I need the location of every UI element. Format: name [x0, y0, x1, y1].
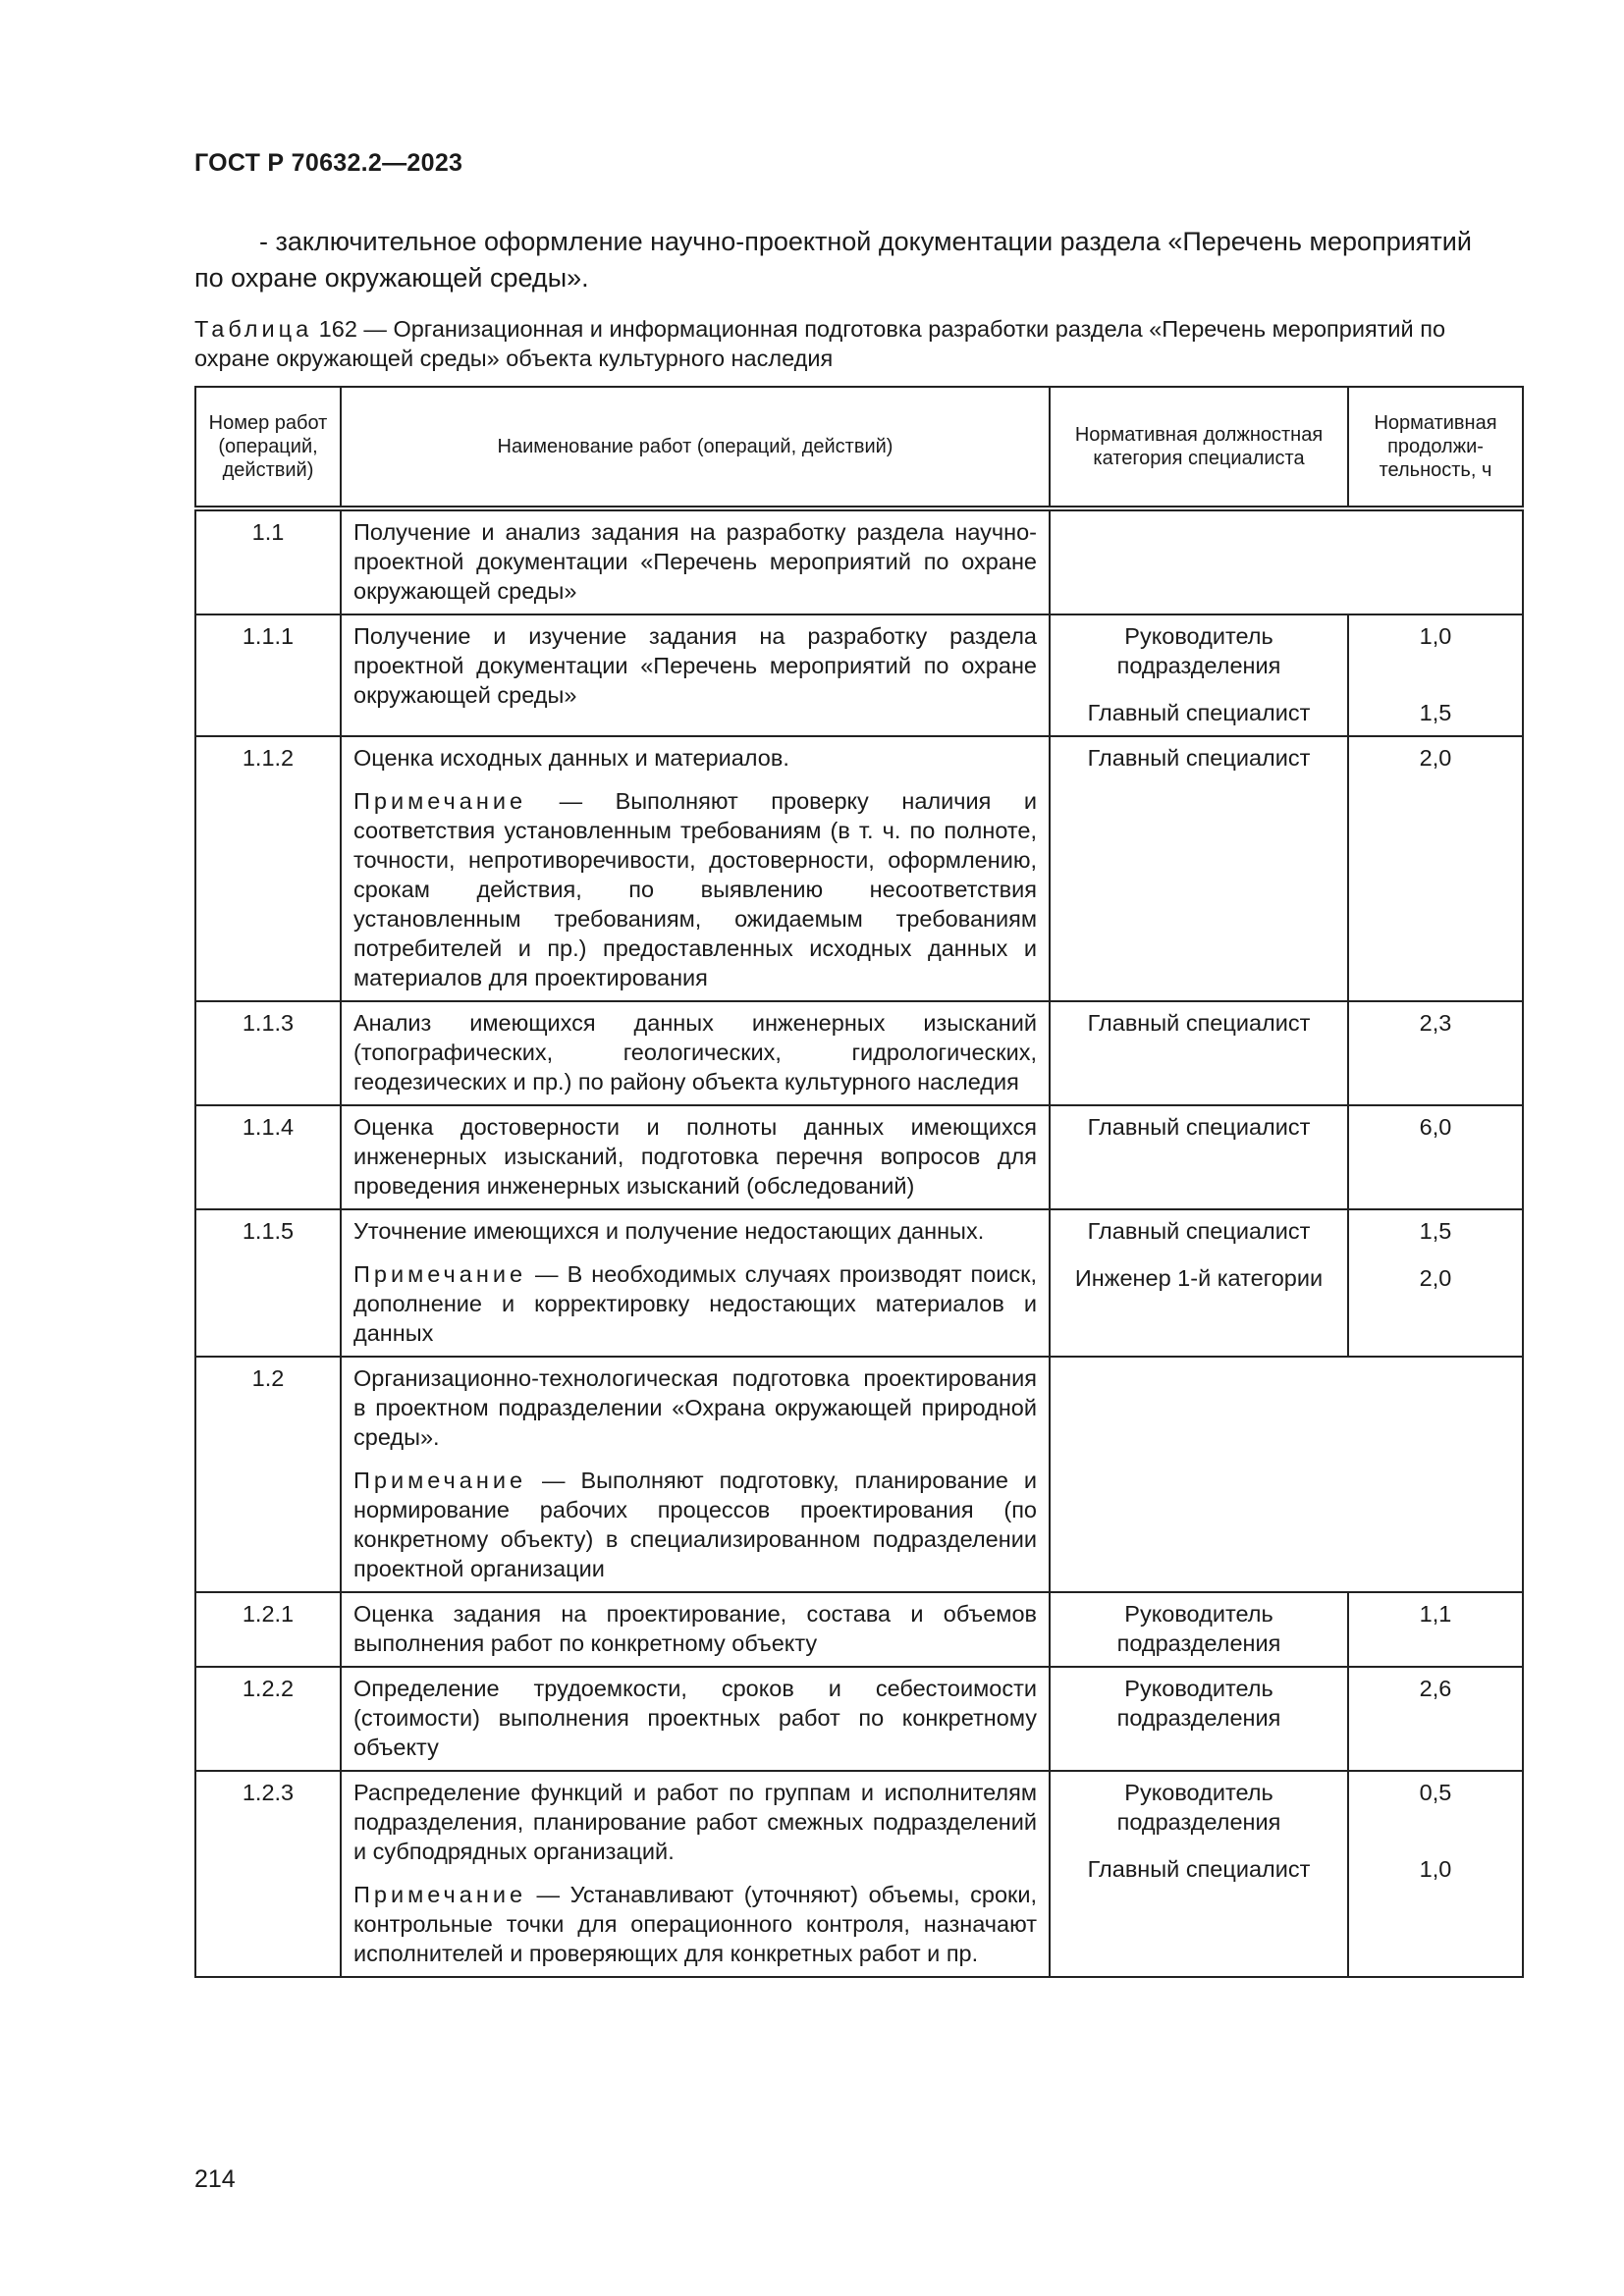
- table-row: [195, 1209, 1523, 1357]
- table-row: [195, 1001, 1523, 1105]
- table-row: [195, 614, 1523, 736]
- row-duration: [1348, 1771, 1523, 1977]
- note-text: — Выполняют проверку наличия и соответствия установленным требованиям (в т. ч. по полноте, точности, непротиворечивости, достоверности, оформлению, срокам действия, по выявлению несоответствия установленным требованиям, ожидаемым требованиям потребителей и пр.) предоставленных исходных данных и материалов для проектирования: [353, 788, 1037, 990]
- duration-value: 1,0: [1419, 623, 1452, 649]
- table-row: [195, 1357, 1523, 1592]
- row-category: [1050, 1209, 1348, 1357]
- row-empty-cell: [1050, 508, 1523, 614]
- table-row: [195, 1667, 1523, 1771]
- category-value: Главный специалист: [1087, 700, 1311, 725]
- row-name-text: Распределение функций и работ по группам и исполнителям подразделения, планирование работ смежных подразделений и субподрядных организаций.: [353, 1780, 1037, 1864]
- table-row: [195, 1105, 1523, 1209]
- row-num: 1.1.3: [195, 1001, 341, 1105]
- category-value: Руководитель подразделения: [1116, 623, 1281, 678]
- row-name: Анализ имеющихся данных инженерных изысканий (топографических, геологических, гидрологических, геодезических и пр.) по району объекта культурного наследия: [341, 1001, 1050, 1105]
- header-num: Номер работ (операций, действий): [195, 387, 341, 508]
- table-row: [195, 1592, 1523, 1667]
- row-name: Оценка задания на проектирование, состава и объемов выполнения работ по конкретному объекту: [341, 1592, 1050, 1667]
- note-label: Примечание: [353, 788, 527, 814]
- intro-line-2: по охране окружающей среды».: [194, 263, 589, 293]
- header-duration: Нормативная продолжи-тельность, ч: [1348, 387, 1523, 508]
- row-duration: 6,0: [1348, 1105, 1523, 1209]
- table-row: [195, 1771, 1523, 1977]
- table-caption-prefix: Таблица: [194, 316, 313, 342]
- row-name: [341, 1771, 1050, 1977]
- row-name: [341, 736, 1050, 1001]
- row-duration: 2,0: [1348, 736, 1523, 1001]
- row-num: 1.2: [195, 1357, 341, 1592]
- row-category: [1050, 614, 1348, 736]
- row-category: Руководитель подразделения: [1050, 1667, 1348, 1771]
- row-num: 1.1.4: [195, 1105, 341, 1209]
- row-note: [353, 786, 1037, 992]
- table-header-row: [195, 387, 1523, 508]
- row-category: Главный специалист: [1050, 1105, 1348, 1209]
- row-name: [341, 1209, 1050, 1357]
- row-name-text: Уточнение имеющихся и получение недостающих данных.: [353, 1218, 985, 1244]
- row-note: [353, 1880, 1037, 1968]
- note-label: Примечание: [353, 1882, 527, 1907]
- row-num: 1.1: [195, 508, 341, 614]
- row-name: Определение трудоемкости, сроков и себестоимости (стоимости) выполнения проектных работ по конкретному объекту: [341, 1667, 1050, 1771]
- row-duration: [1348, 1209, 1523, 1357]
- header-category: Нормативная должностная категория специалиста: [1050, 387, 1348, 508]
- norms-table: [194, 386, 1524, 1978]
- row-name: Оценка достоверности и полноты данных имеющихся инженерных изысканий, подготовка перечня вопросов для проведения инженерных изысканий (обследований): [341, 1105, 1050, 1209]
- row-duration: 2,6: [1348, 1667, 1523, 1771]
- intro-paragraph: [194, 224, 1510, 296]
- row-num: 1.1.5: [195, 1209, 341, 1357]
- category-value: Руководитель подразделения: [1116, 1780, 1281, 1835]
- document-header: ГОСТ Р 70632.2—2023: [194, 149, 463, 177]
- duration-value: 1,5: [1419, 1218, 1452, 1244]
- row-name: Получение и анализ задания на разработку раздела научно-проектной документации «Перечень мероприятий по охране окружающей среды»: [341, 508, 1050, 614]
- row-category: Главный специалист: [1050, 736, 1348, 1001]
- note-text: — В необходимых случаях производят поиск, дополнение и корректировку недостающих материалов и данных: [353, 1261, 1037, 1346]
- category-value: Инженер 1-й категории: [1074, 1265, 1324, 1291]
- row-name: Получение и изучение задания на разработку раздела проектной документации «Перечень мероприятий по охране окружающей среды»: [341, 614, 1050, 736]
- row-num: 1.2.1: [195, 1592, 341, 1667]
- category-value: Главный специалист: [1087, 1218, 1311, 1244]
- page-number: 214: [194, 2165, 236, 2193]
- intro-line-1: - заключительное оформление научно-проектной документации раздела «Перечень мероприятий: [259, 227, 1472, 256]
- row-duration: [1348, 614, 1523, 736]
- table-row: [195, 508, 1523, 614]
- row-duration: 2,3: [1348, 1001, 1523, 1105]
- row-note: [353, 1466, 1037, 1583]
- note-label: Примечание: [353, 1468, 527, 1493]
- row-num: 1.1.2: [195, 736, 341, 1001]
- row-name-text: Оценка исходных данных и материалов.: [353, 745, 789, 771]
- table-caption: [194, 314, 1520, 373]
- duration-value: 0,5: [1419, 1780, 1452, 1805]
- duration-value: 1,5: [1419, 700, 1452, 725]
- note-text: — Выполняют подготовку, планирование и нормирование рабочих процессов проектирования (по конкретному объекту) в специализированном подразделении проектной организации: [353, 1468, 1037, 1581]
- note-text: — Устанавливают (уточняют) объемы, сроки, контрольные точки для операционного контроля, назначают исполнителей и проверяющих для конкретных работ и пр.: [353, 1882, 1037, 1966]
- table-caption-text: 162 — Организационная и информационная подготовка разработки раздела «Перечень мероприятий по охране окружающей среды» объекта культурного наследия: [194, 316, 1446, 371]
- row-category: Главный специалист: [1050, 1001, 1348, 1105]
- row-note: [353, 1259, 1037, 1348]
- row-name-text: Организационно-технологическая подготовка проектирования в проектном подразделении «Охрана окружающей природной среды».: [353, 1365, 1037, 1450]
- row-duration: 1,1: [1348, 1592, 1523, 1667]
- note-label: Примечание: [353, 1261, 527, 1287]
- table-row: [195, 736, 1523, 1001]
- row-num: 1.2.2: [195, 1667, 341, 1771]
- duration-value: 1,0: [1419, 1856, 1452, 1882]
- category-value: Главный специалист: [1087, 1856, 1311, 1882]
- row-category: [1050, 1771, 1348, 1977]
- row-num: 1.2.3: [195, 1771, 341, 1977]
- row-name: [341, 1357, 1050, 1592]
- header-name: Наименование работ (операций, действий): [341, 387, 1050, 508]
- row-empty-cell: [1050, 1357, 1523, 1592]
- row-category: Руководитель подразделения: [1050, 1592, 1348, 1667]
- duration-value: 2,0: [1419, 1265, 1452, 1291]
- row-num: 1.1.1: [195, 614, 341, 736]
